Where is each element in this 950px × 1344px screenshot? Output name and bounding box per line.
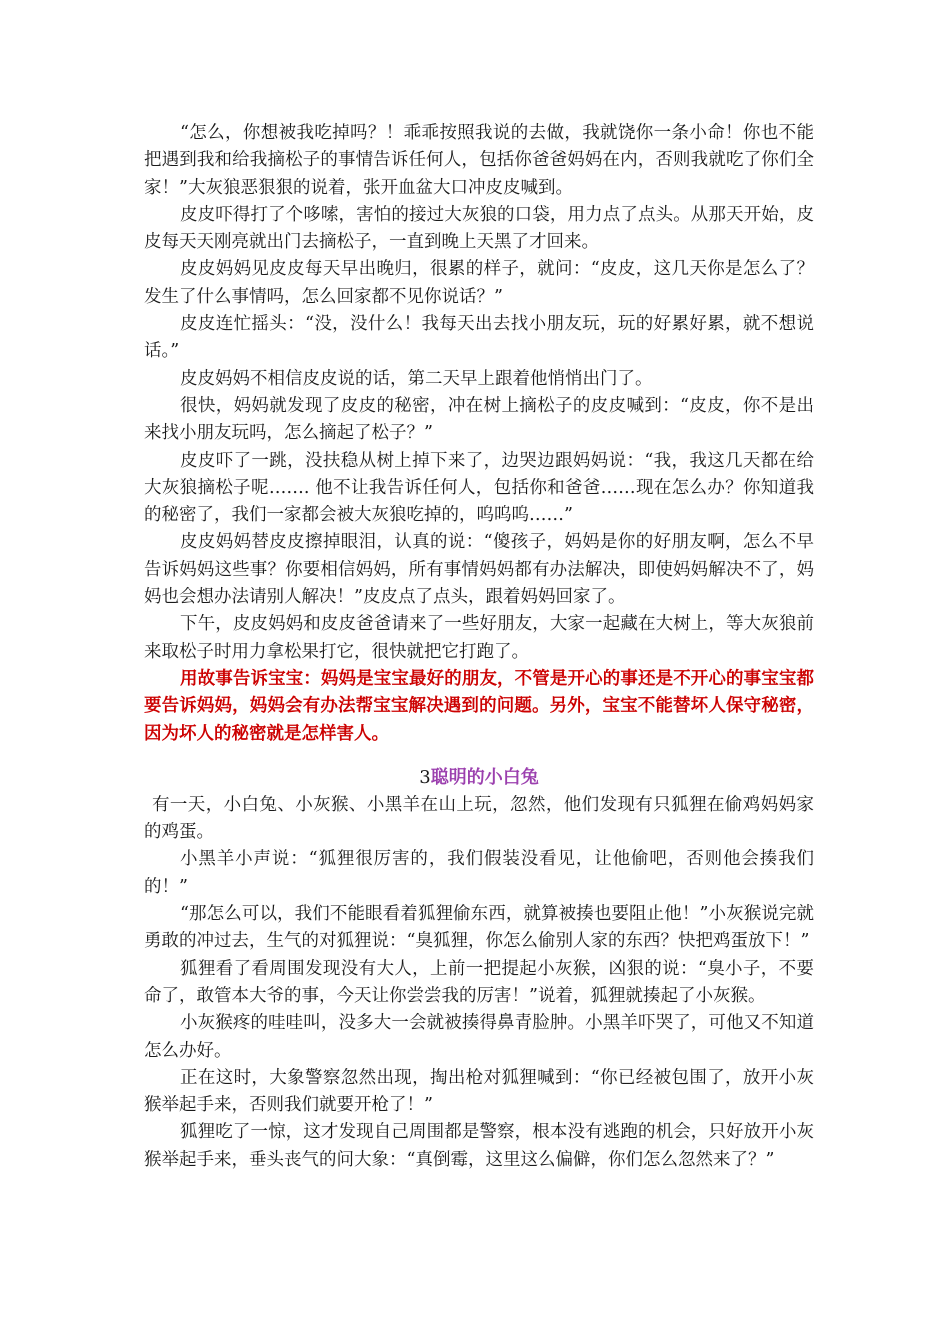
paragraph: 皮皮吓了一跳，没扶稳从树上掉下来了，边哭边跟妈妈说：“我，我这几天都在给大灰狼摘松子呢……. 他不让我告诉任何人，包括你和爸爸……现在怎么办？你知道我的秘密了，我们一家都会被大灰狼吃掉的，呜呜呜……” [144, 450, 814, 526]
paragraph: 皮皮吓得打了个哆嗦，害怕的接过大灰狼的口袋，用力点了点头。从那天开始，皮皮每天天刚亮就出门去摘松子，一直到晚上天黑了才回来。 [144, 204, 814, 253]
paragraph: 皮皮妈妈替皮皮擦掉眼泪，认真的说：“傻孩子，妈妈是你的好朋友啊，怎么不早告诉妈妈这些事？你要相信妈妈，所有事情妈妈都有办法解决，即使妈妈解决不了，妈妈也会想办法请别人解决！”皮皮点了点头，跟着妈妈回家了。 [144, 532, 814, 608]
document-page [144, 120, 814, 1174]
paragraph: 小灰猴疼的哇哇叫，没多大一会就被揍得鼻青脸肿。小黑羊吓哭了，可他又不知道怎么办好。 [144, 1013, 814, 1061]
paragraph: 皮皮妈妈不相信皮皮说的话，第二天早上跟着他悄悄出门了。 [180, 368, 653, 389]
paragraph: 正在这时，大象警察忽然出现，掏出枪对狐狸喊到：“你已经被包围了，放开小灰猴举起手来，否则我们就要开枪了！” [144, 1067, 814, 1116]
paragraph: 有一天，小白兔、小灰猴、小黑羊在山上玩，忽然，他们发现有只狐狸在偷鸡妈妈家的鸡蛋。 [144, 794, 814, 843]
paragraph: 很快，妈妈就发现了皮皮的秘密，冲在树上摘松子的皮皮喊到：“皮皮，你不是出来找小朋友玩吗，怎么摘起了松子？” [144, 395, 814, 444]
paragraph: 狐狸吃了一惊，这才发现自己周围都是警察，根本没有逃跑的机会，只好放开小灰猴举起手来，垂头丧气的问大象：“真倒霉，这里这么偏僻，你们怎么忽然来了？” [144, 1122, 814, 1170]
story-number: 3 [419, 766, 431, 788]
story-heading [144, 764, 814, 792]
paragraph: “怎么，你想被我吃掉吗？！乖乖按照我说的去做，我就饶你一条小命！你也不能把遇到我和给我摘松子的事情告诉任何人，包括你爸爸妈妈在内，否则我就吃了你们全家！”大灰狼恶狠狠的说着，张开血盆大口冲皮皮喊到。 [144, 123, 814, 198]
paragraph: 小黑羊小声说：“狐狸很厉害的，我们假装没看见，让他偷吧，否则他会揍我们的！” [144, 849, 814, 897]
paragraph: 皮皮妈妈见皮皮每天早出晚归，很累的样子，就问：“皮皮，这几天你是怎么了？发生了什么事情吗，怎么回家都不见你说话？” [144, 259, 814, 307]
paragraph: 下午，皮皮妈妈和皮皮爸爸请来了一些好朋友，大家一起藏在大树上，等大灰狼前来取松子时用力拿松果打它，很快就把它打跑了。 [144, 614, 814, 662]
paragraph: “那怎么可以，我们不能眼看着狐狸偷东西，就算被揍也要阻止他！”小灰猴说完就勇敢的冲过去，生气的对狐狸说：“臭狐狸，你怎么偷别人家的东西？快把鸡蛋放下！” [144, 904, 814, 952]
paragraph: 狐狸看了看周围发现没有大人，上前一把提起小灰猴，凶狠的说：“臭小子，不要命了，敢管本大爷的事，今天让你尝尝我的厉害！”说着，狐狸就揍起了小灰猴。 [144, 958, 814, 1006]
paragraph: 皮皮连忙摇头：“没，没什么！我每天出去找小朋友玩，玩的好累好累，就不想说话。” [144, 314, 814, 362]
story-title: 聪明的小白兔 [430, 766, 539, 788]
moral-paragraph: 用故事告诉宝宝：妈妈是宝宝最好的朋友，不管是开心的事还是不开心的事宝宝都要告诉妈妈，妈妈会有办法帮宝宝解决遇到的问题。另外，宝宝不能替坏人保守秘密，因为坏人的秘密就是怎样害人。 [144, 668, 814, 744]
